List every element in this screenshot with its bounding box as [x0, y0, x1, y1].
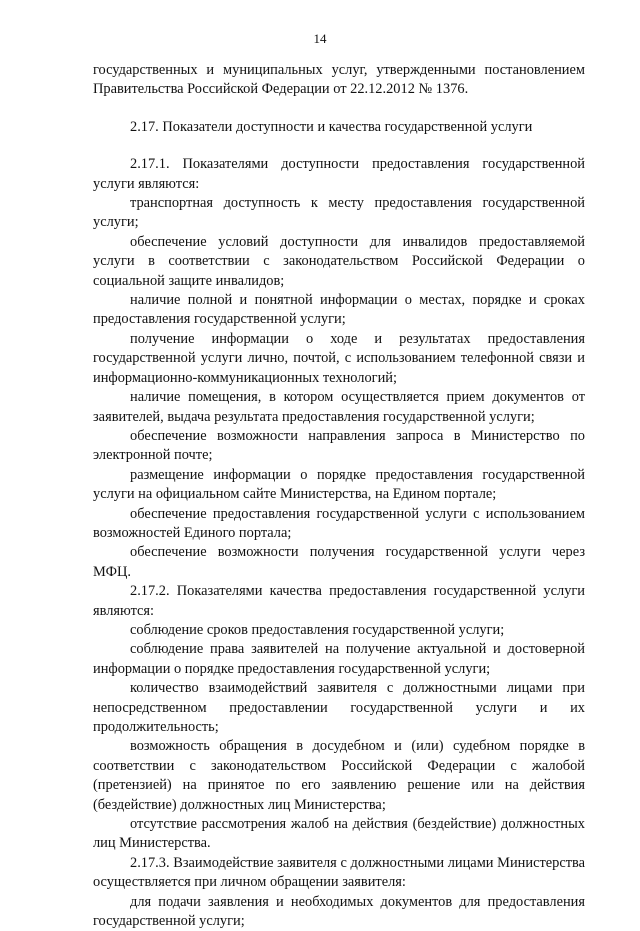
list-item: для подачи заявления и необходимых документов для предоставления государственной услуги; [93, 893, 585, 930]
list-item: размещение информации о порядке предоставления государственной услуги на официальном сайте Министерства, на Едином портале; [93, 466, 585, 503]
page-number: 14 [313, 31, 327, 46]
paragraph-2-17-3: 2.17.3. Взаимодействие заявителя с должностными лицами Министерства осуществляется при личном обращении заявителя: [93, 854, 585, 891]
paragraph-2-17-2: 2.17.2. Показателями качества предоставления государственной услуги являются: [93, 583, 585, 619]
list-item: соблюдение сроков предоставления государственной услуги; [130, 621, 505, 638]
list-item: обеспечение предоставления государственной услуги с использованием возможностей Единого портала; [93, 505, 585, 541]
section-heading: 2.17. Показатели доступности и качества государственной услуги [130, 118, 533, 135]
list-item: соблюдение права заявителей на получение актуальной и достоверной информации о порядке предоставления государственной услуги; [93, 641, 585, 677]
list-item: наличие помещения, в котором осуществляется прием документов от заявителей, выдача результата предоставления государственной услуги; [93, 389, 585, 425]
list-item: обеспечение условий доступности для инвалидов предоставляемой услуги в соответствии с законодательством Российской Федерации о социальной защите инвалидов; [93, 233, 585, 289]
list-item: транспортная доступность к месту предоставления государственной услуги; [93, 195, 585, 231]
list-item: получение информации о ходе и результатах предоставления государственной услуги лично, почтой, с использованием телефонной связи и информационно-коммуникационных технологий; [93, 330, 585, 386]
list-item: возможность обращения в досудебном и (или) судебном порядке в соответствии с законодательством Российской Федерации с жалобой (претензией) на принятое по его заявлению решение или на действия (бездействие) должностных лиц Министерства; [93, 738, 585, 813]
list-item: отсутствие рассмотрения жалоб на действия (бездействие) должностных лиц Министерства. [93, 816, 585, 852]
paragraph-2-17-1: 2.17.1. Показателями доступности предоставления государственной услуги являются: [93, 156, 585, 192]
list-item: обеспечение возможности направления запроса в Министерство по электронной почте; [93, 427, 585, 464]
continuation-paragraph: государственных и муниципальных услуг, утвержденными постановлением Правительства Российской Федерации от 22.12.2012 № 1376. [93, 62, 585, 98]
document-body [93, 61, 585, 931]
list-item: наличие полной и понятной информации о местах, порядке и сроках предоставления государственной услуги; [93, 292, 585, 328]
list-item: количество взаимодействий заявителя с должностными лицами при непосредственном предоставлении государственной услуги и их продолжительность; [93, 680, 585, 735]
list-item: обеспечение возможности получения государственной услуги через МФЦ. [93, 544, 585, 580]
